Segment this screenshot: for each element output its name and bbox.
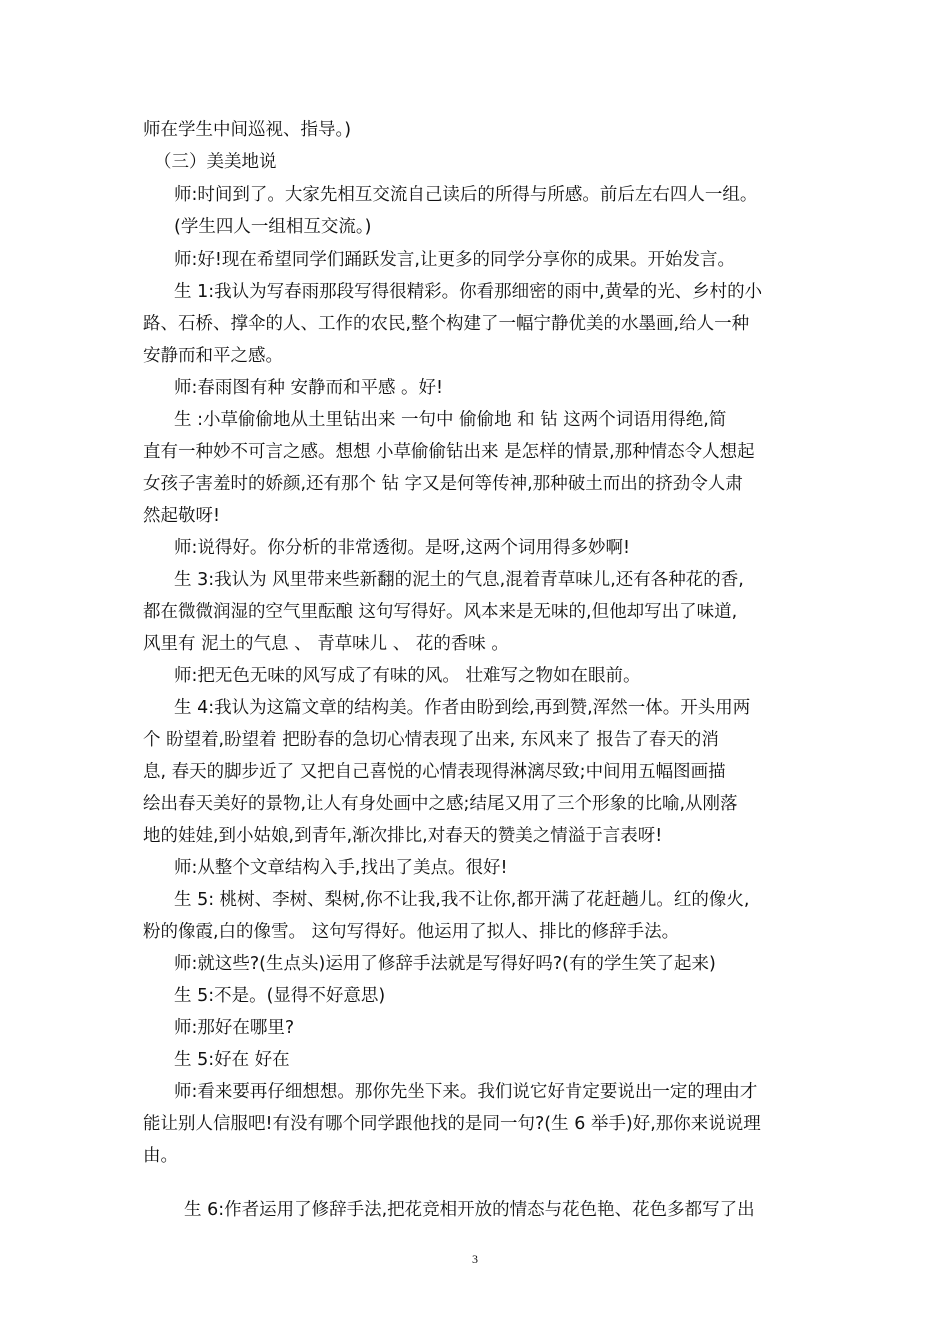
text-line-6: 生 1:我认为写春雨那段写得很精彩。你看那细密的雨中,黄晕的光、乡村的小 (174, 282, 763, 302)
text-line-27: 师:就这些?(生点头)运用了修辞手法就是写得好吗?(有的学生笑了起来) (174, 954, 716, 974)
text-line-12: 女孩子害羞时的娇颜,还有那个 钻 字又是何等传神,那种破土而出的挤劲令人肃 (143, 474, 743, 494)
text-line-11: 直有一种妙不可言之感。想想 小草偷偷钻出来 是怎样的情景,那种情态令人想起 (143, 442, 755, 462)
text-line-1: 师在学生中间巡视、指导。) (143, 120, 352, 140)
text-line-17: 风里有 泥土的气息 、 青草味儿 、 花的香味 。 (143, 634, 509, 654)
text-line-19: 生 4:我认为这篇文章的结构美。作者由盼到绘,再到赞,浑然一体。开头用两 (174, 698, 751, 718)
text-line-18: 师:把无色无味的风写成了有味的风。 壮难写之物如在眼前。 (174, 666, 641, 686)
text-line-13: 然起敬呀! (143, 506, 221, 526)
text-line-33: 由。 (143, 1146, 178, 1166)
text-line-34: 生 6:作者运用了修辞手法,把花竞相开放的情态与花色艳、花色多都写了出 (184, 1200, 755, 1220)
text-line-10: 生 :小草偷偷地从土里钻出来 一句中 偷偷地 和 钻 这两个词语用得绝,简 (174, 410, 727, 430)
text-line-29: 师:那好在哪里? (174, 1018, 295, 1038)
text-line-23: 地的娃娃,到小姑娘,到青年,渐次排比,对春天的赞美之情溢于言表呀! (143, 826, 663, 846)
text-line-8: 安静而和平之感。 (143, 346, 283, 366)
text-line-31: 师:看来要再仔细想想。那你先坐下来。我们说它好肯定要说出一定的理由才 (174, 1082, 758, 1102)
text-line-9: 师:春雨图有种 安静而和平感 。好! (174, 378, 444, 398)
text-line-32: 能让别人信服吧!有没有哪个同学跟他找的是同一句?(生 6 举手)好,那你来说说理 (143, 1114, 761, 1134)
text-line-28: 生 5:不是。(显得不好意思) (174, 986, 386, 1006)
text-line-30: 生 5:好在 好在 (174, 1050, 290, 1070)
text-line-15: 生 3:我认为 风里带来些新翻的泥土的气息,混着青草味儿,还有各种花的香, (174, 570, 744, 590)
text-line-24: 师:从整个文章结构入手,找出了美点。很好! (174, 858, 508, 878)
text-line-26: 粉的像霞,白的像雪。 这句写得好。他运用了拟人、排比的修辞手法。 (143, 922, 680, 942)
text-line-14: 师:说得好。你分析的非常透彻。是呀,这两个词用得多妙啊! (174, 538, 630, 558)
text-line-25: 生 5: 桃树、李树、梨树,你不让我,我不让你,都开满了花赶趟儿。红的像火, (174, 890, 750, 910)
text-line-20: 个 盼望着,盼望着 把盼春的急切心情表现了出来, 东风来了 报告了春天的消 (143, 730, 719, 750)
text-line-7: 路、石桥、撑伞的人、工作的农民,整个构建了一幅宁静优美的水墨画,给人一种 (143, 314, 750, 334)
text-line-21: 息, 春天的脚步近了 又把自己喜悦的心情表现得淋漓尽致;中间用五幅图画描 (143, 762, 726, 782)
section-heading: （三）美美地说 (154, 152, 277, 172)
text-line-3: 师:时间到了。大家先相互交流自己读后的所得与所感。前后左右四人一组。 (174, 185, 758, 205)
text-line-22: 绘出春天美好的景物,让人有身处画中之感;结尾又用了三个形象的比喻,从刚落 (143, 794, 738, 814)
text-line-5: 师:好!现在希望同学们踊跃发言,让更多的同学分享你的成果。开始发言。 (174, 250, 735, 270)
text-line-16: 都在微微润湿的空气里酝酿 这句写得好。风本来是无味的,但他却写出了味道, (143, 602, 738, 622)
page-number: 3 (472, 1252, 478, 1266)
text-line-4: (学生四人一组相互交流。) (174, 217, 372, 237)
